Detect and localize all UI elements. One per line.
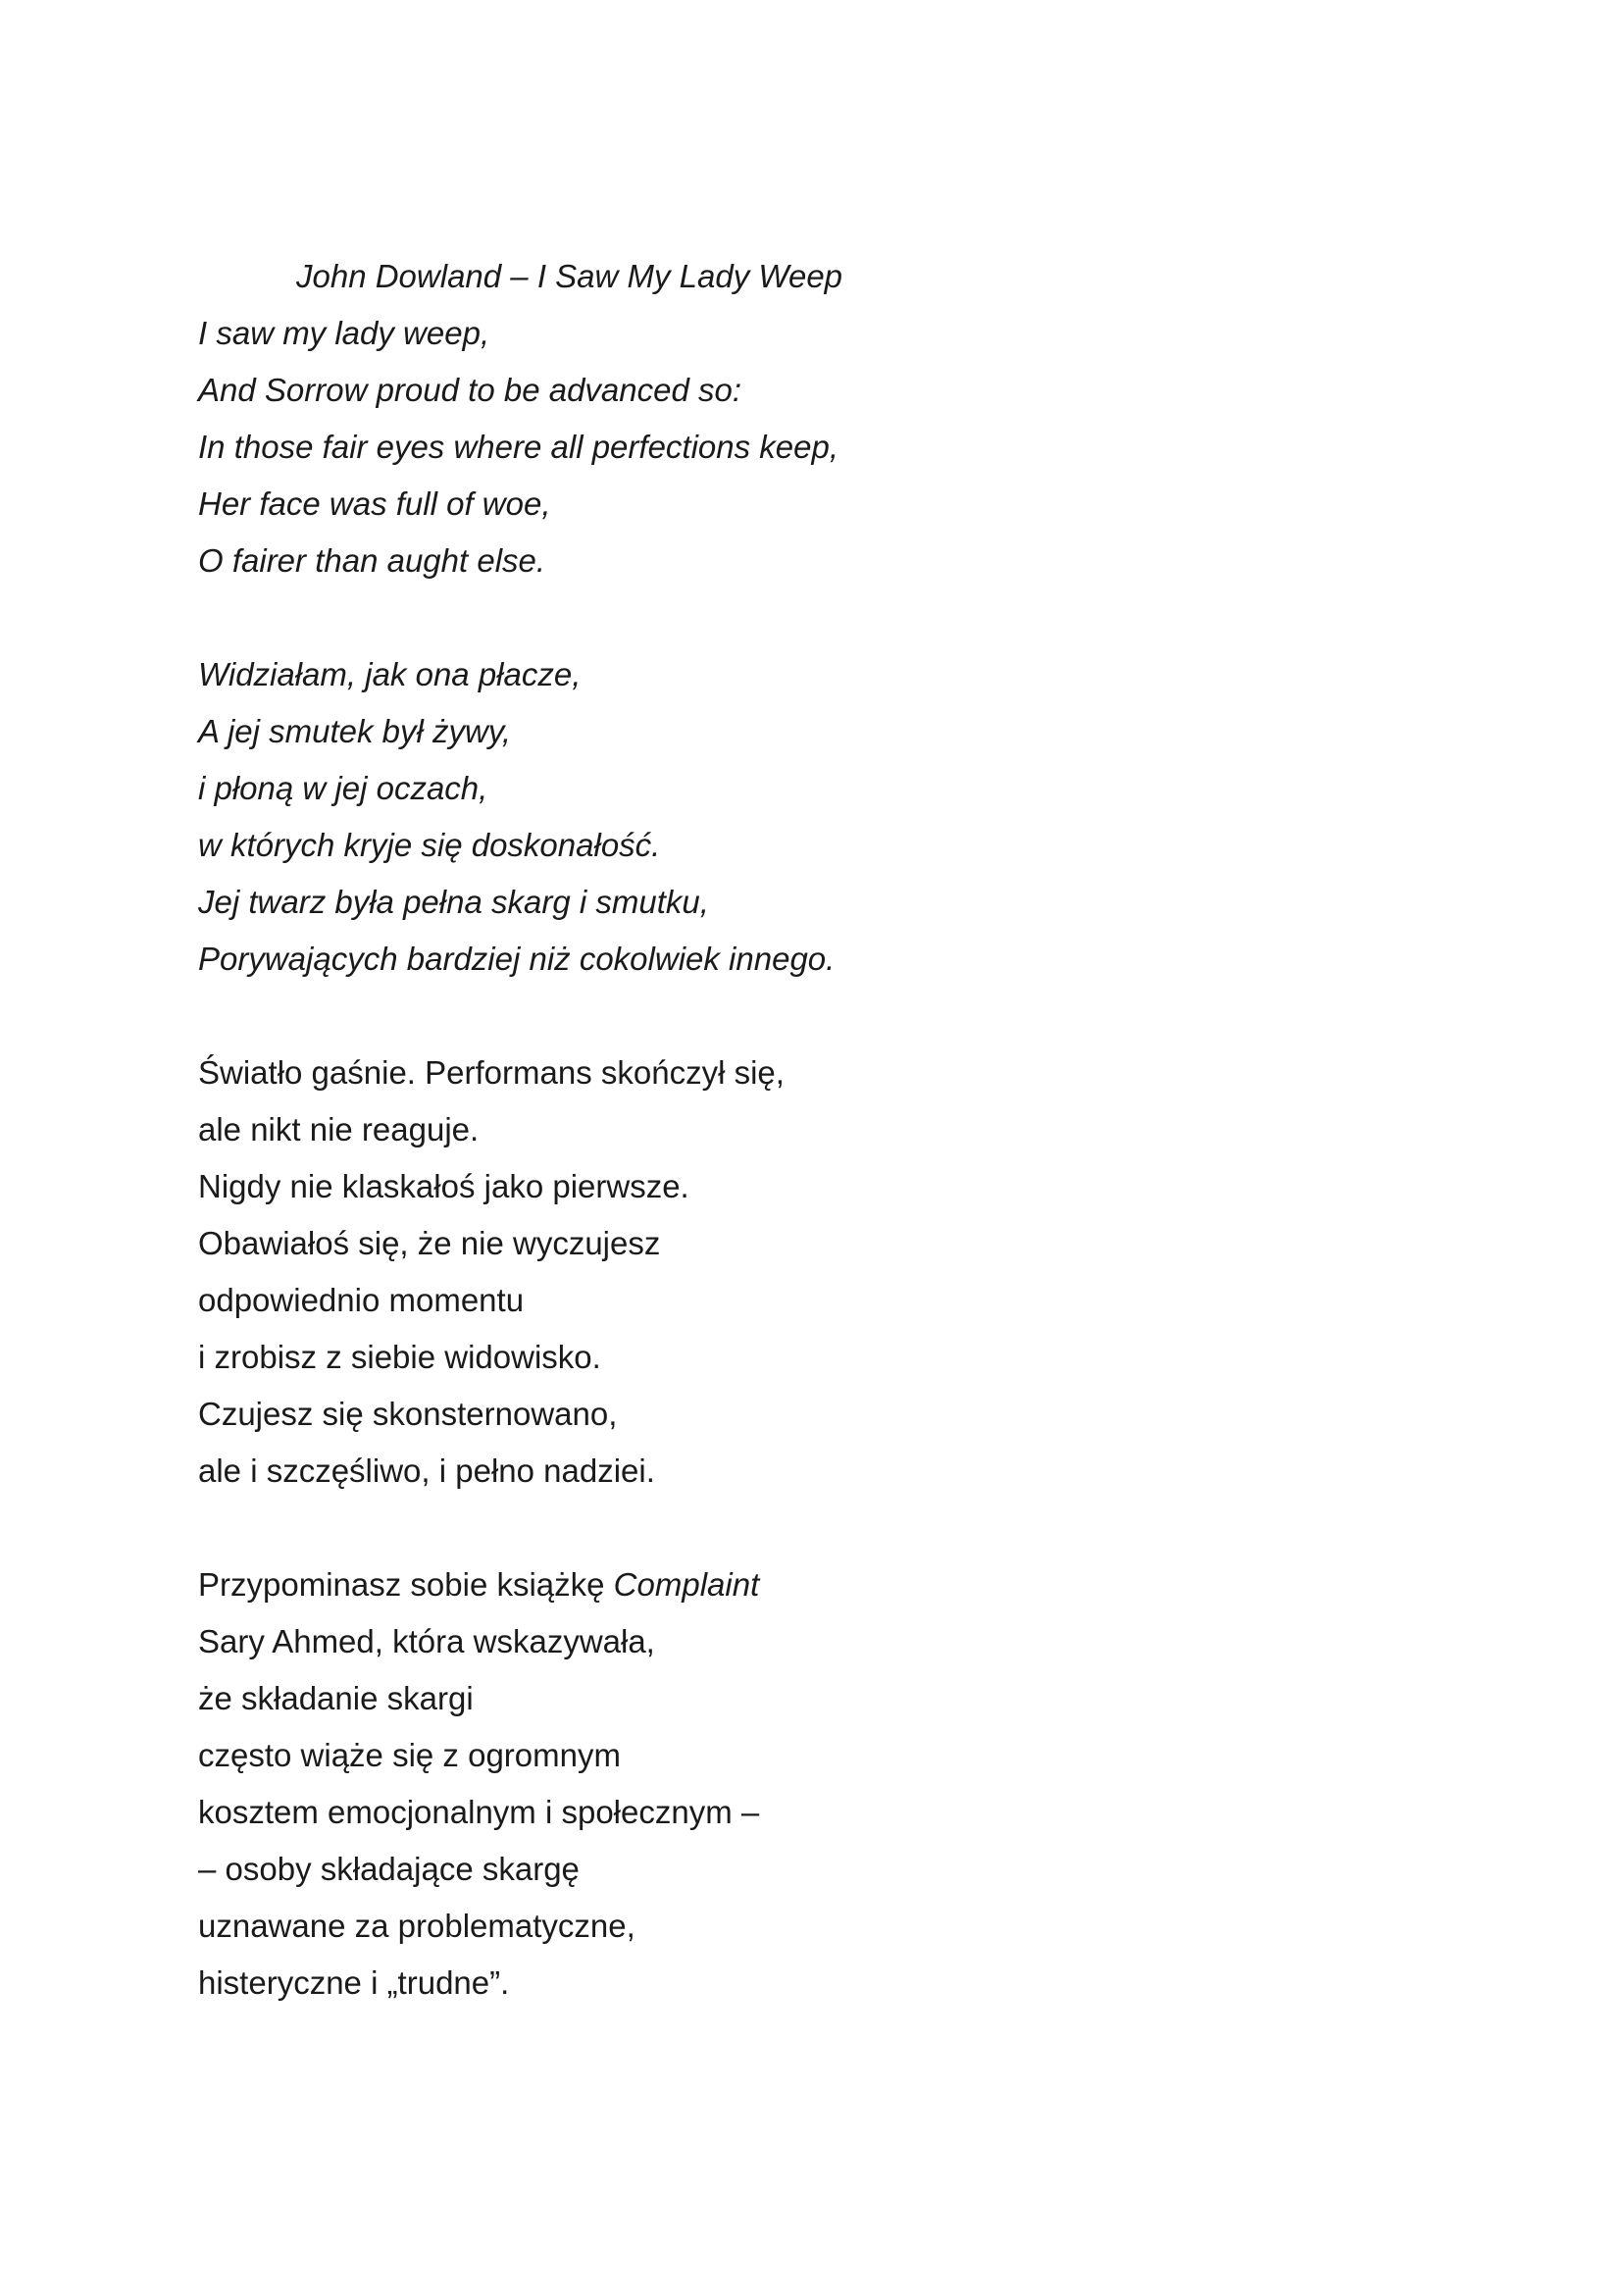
verse-line: Her face was full of woe, xyxy=(198,485,551,522)
verse-line xyxy=(198,1556,1424,1613)
verse-text: Przypominasz sobie książkę xyxy=(198,1566,614,1603)
stanza-gap xyxy=(198,988,1424,1045)
verse-line: Światło gaśnie. Performans skończył się, xyxy=(198,1054,785,1091)
verse-line: kosztem emocjonalnym i społecznym – xyxy=(198,1794,760,1830)
verse-line: że składanie skargi xyxy=(198,1680,474,1716)
verse-line: odpowiednio momentu xyxy=(198,1282,525,1318)
verse-line: A jej smutek był żywy, xyxy=(198,713,512,749)
book-title: Complaint xyxy=(613,1566,760,1603)
verse-line: i płoną w jej oczach, xyxy=(198,770,488,806)
verse-line: histeryczne i „trudne”. xyxy=(198,1964,510,2001)
verse-line: In those fair eyes where all perfections keep, xyxy=(198,429,839,465)
verse-line: Sary Ahmed, która wskazywała, xyxy=(198,1623,655,1659)
verse-line: O fairer than aught else. xyxy=(198,542,546,579)
stanza-complaint xyxy=(198,1556,1424,2012)
poem-text xyxy=(198,248,1424,2012)
verse-line: często wiąże się z ogromnym xyxy=(198,1737,621,1773)
verse-line: And Sorrow proud to be advanced so: xyxy=(198,372,742,408)
verse-line: i zrobisz z siebie widowisko. xyxy=(198,1339,601,1375)
verse-line: – osoby składające skargę xyxy=(198,1851,580,1887)
stanza-polish-translation xyxy=(198,646,1424,988)
verse-line: ale nikt nie reaguje. xyxy=(198,1111,480,1147)
verse-line: uznawane za problematyczne, xyxy=(198,1908,635,1944)
stanza-gap xyxy=(198,1500,1424,1556)
verse-line: Obawiałoś się, że nie wyczujesz xyxy=(198,1225,661,1261)
verse-line: Czujesz się skonsternowano, xyxy=(198,1396,618,1432)
song-title: John Dowland – I Saw My Lady Weep xyxy=(296,258,843,294)
verse-line: Jej twarz była pełna skarg i smutku, xyxy=(198,884,709,920)
verse-line: w których kryje się doskonałość. xyxy=(198,827,661,863)
verse-line: I saw my lady weep, xyxy=(198,315,490,351)
stanza-english xyxy=(198,305,1424,589)
verse-line: ale i szczęśliwo, i pełno nadziei. xyxy=(198,1453,655,1489)
stanza-gap xyxy=(198,589,1424,646)
verse-line: Widziałam, jak ona płacze, xyxy=(198,656,582,692)
verse-line: Porywających bardziej niż cokolwiek innego. xyxy=(198,941,836,977)
verse-line: Nigdy nie klaskałoś jako pierwsze. xyxy=(198,1168,689,1204)
stanza-performance xyxy=(198,1045,1424,1500)
